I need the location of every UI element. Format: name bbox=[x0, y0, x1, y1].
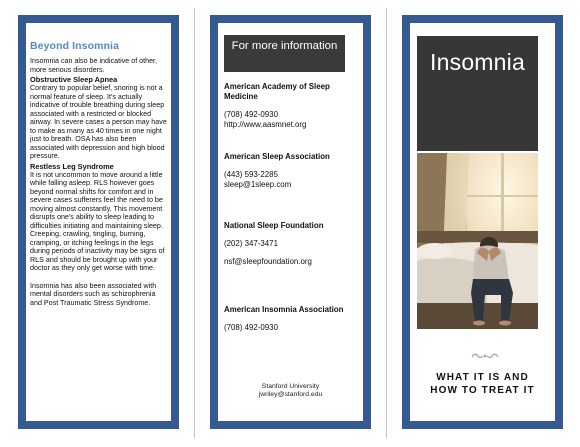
contact-phone: (708) 492-0930 bbox=[224, 110, 278, 119]
cover-title-box bbox=[417, 36, 538, 151]
panel-content bbox=[218, 23, 363, 421]
contact-asa bbox=[224, 152, 349, 190]
cover-photo-illustration bbox=[417, 153, 538, 329]
contact-nsf bbox=[224, 221, 349, 267]
contact-phone: (708) 492-0930 bbox=[224, 323, 278, 332]
cover-subtitle-line2: HOW TO TREAT IT bbox=[430, 385, 535, 396]
contact-org: American Academy of Sleep Medicine bbox=[224, 82, 330, 101]
footer-contact bbox=[218, 383, 363, 399]
beyond-insomnia-heading: Beyond Insomnia bbox=[30, 40, 120, 52]
contact-org: National Sleep Foundation bbox=[224, 221, 324, 230]
footer-email[interactable]: jwriley@stanford.edu bbox=[258, 391, 323, 398]
panel-cover bbox=[402, 15, 563, 429]
closing-paragraph: Insomnia has also been associated with mental disorders such as schizophrenia and Post Traumatic Stress Syndrome. bbox=[30, 281, 157, 307]
contact-aasm bbox=[224, 82, 349, 130]
osa-paragraph: Contrary to popular belief, snoring is not a normal feature of sleep. It's actually indicative of trouble breathing during sleep associated with a restricted or blocked airway. In severe cases a person may have to make as many as 40 times in one night just to breath. OSA has also been associated with depression and high blood pressure. bbox=[30, 84, 167, 160]
contact-phone: (202) 347-3471 bbox=[224, 239, 278, 248]
intro-paragraph: Insomnia can also be indicative of other, more serious disorders. bbox=[30, 57, 158, 74]
fold-line-left bbox=[194, 8, 195, 438]
osa-heading: Obstructive Sleep Apnea bbox=[30, 75, 118, 84]
rls-heading: Restless Leg Syndrome bbox=[30, 161, 114, 171]
panel-more-information bbox=[210, 15, 371, 429]
cover-subtitle bbox=[410, 371, 555, 397]
cover-title: Insomnia bbox=[430, 49, 525, 75]
panel-beyond-insomnia bbox=[18, 15, 179, 429]
contact-email[interactable]: sleep@1sleep.com bbox=[224, 180, 292, 189]
contact-org: American Sleep Association bbox=[224, 152, 330, 161]
contact-aia bbox=[224, 305, 349, 333]
footer-university: Stanford University bbox=[261, 383, 320, 390]
cover-subtitle-line1: WHAT IT IS AND bbox=[436, 372, 529, 383]
contact-org: American Insomnia Association bbox=[224, 305, 344, 314]
contact-website[interactable]: http://www.aasmnet.org bbox=[224, 120, 307, 129]
contact-email[interactable]: nsf@sleepfoundation.org bbox=[224, 257, 312, 266]
panel-content bbox=[410, 23, 555, 421]
flourish-ornament-icon bbox=[470, 351, 500, 361]
man-sitting-on-bed-photo bbox=[417, 153, 538, 329]
more-info-heading: For more information bbox=[224, 35, 345, 72]
panel-content bbox=[26, 23, 171, 421]
fold-line-right bbox=[386, 8, 387, 438]
rls-paragraph: It is not uncommon to move around a little while falling asleep. RLS however goes beyond normal shifts for comfort and in severe cases sufferers feel the need to be moving almost constantly. This movement disrupts one's ability to sleep leading to difficulties initiating and maintaining sleep. Creeping, crawling, tingling, burning, cramping, or itching feelings in the legs during periods of inactivity may be signs of RLS and should be brought up with your doctor as they only get worse with time. bbox=[30, 170, 165, 272]
contact-phone: (443) 593-2285 bbox=[224, 170, 278, 179]
